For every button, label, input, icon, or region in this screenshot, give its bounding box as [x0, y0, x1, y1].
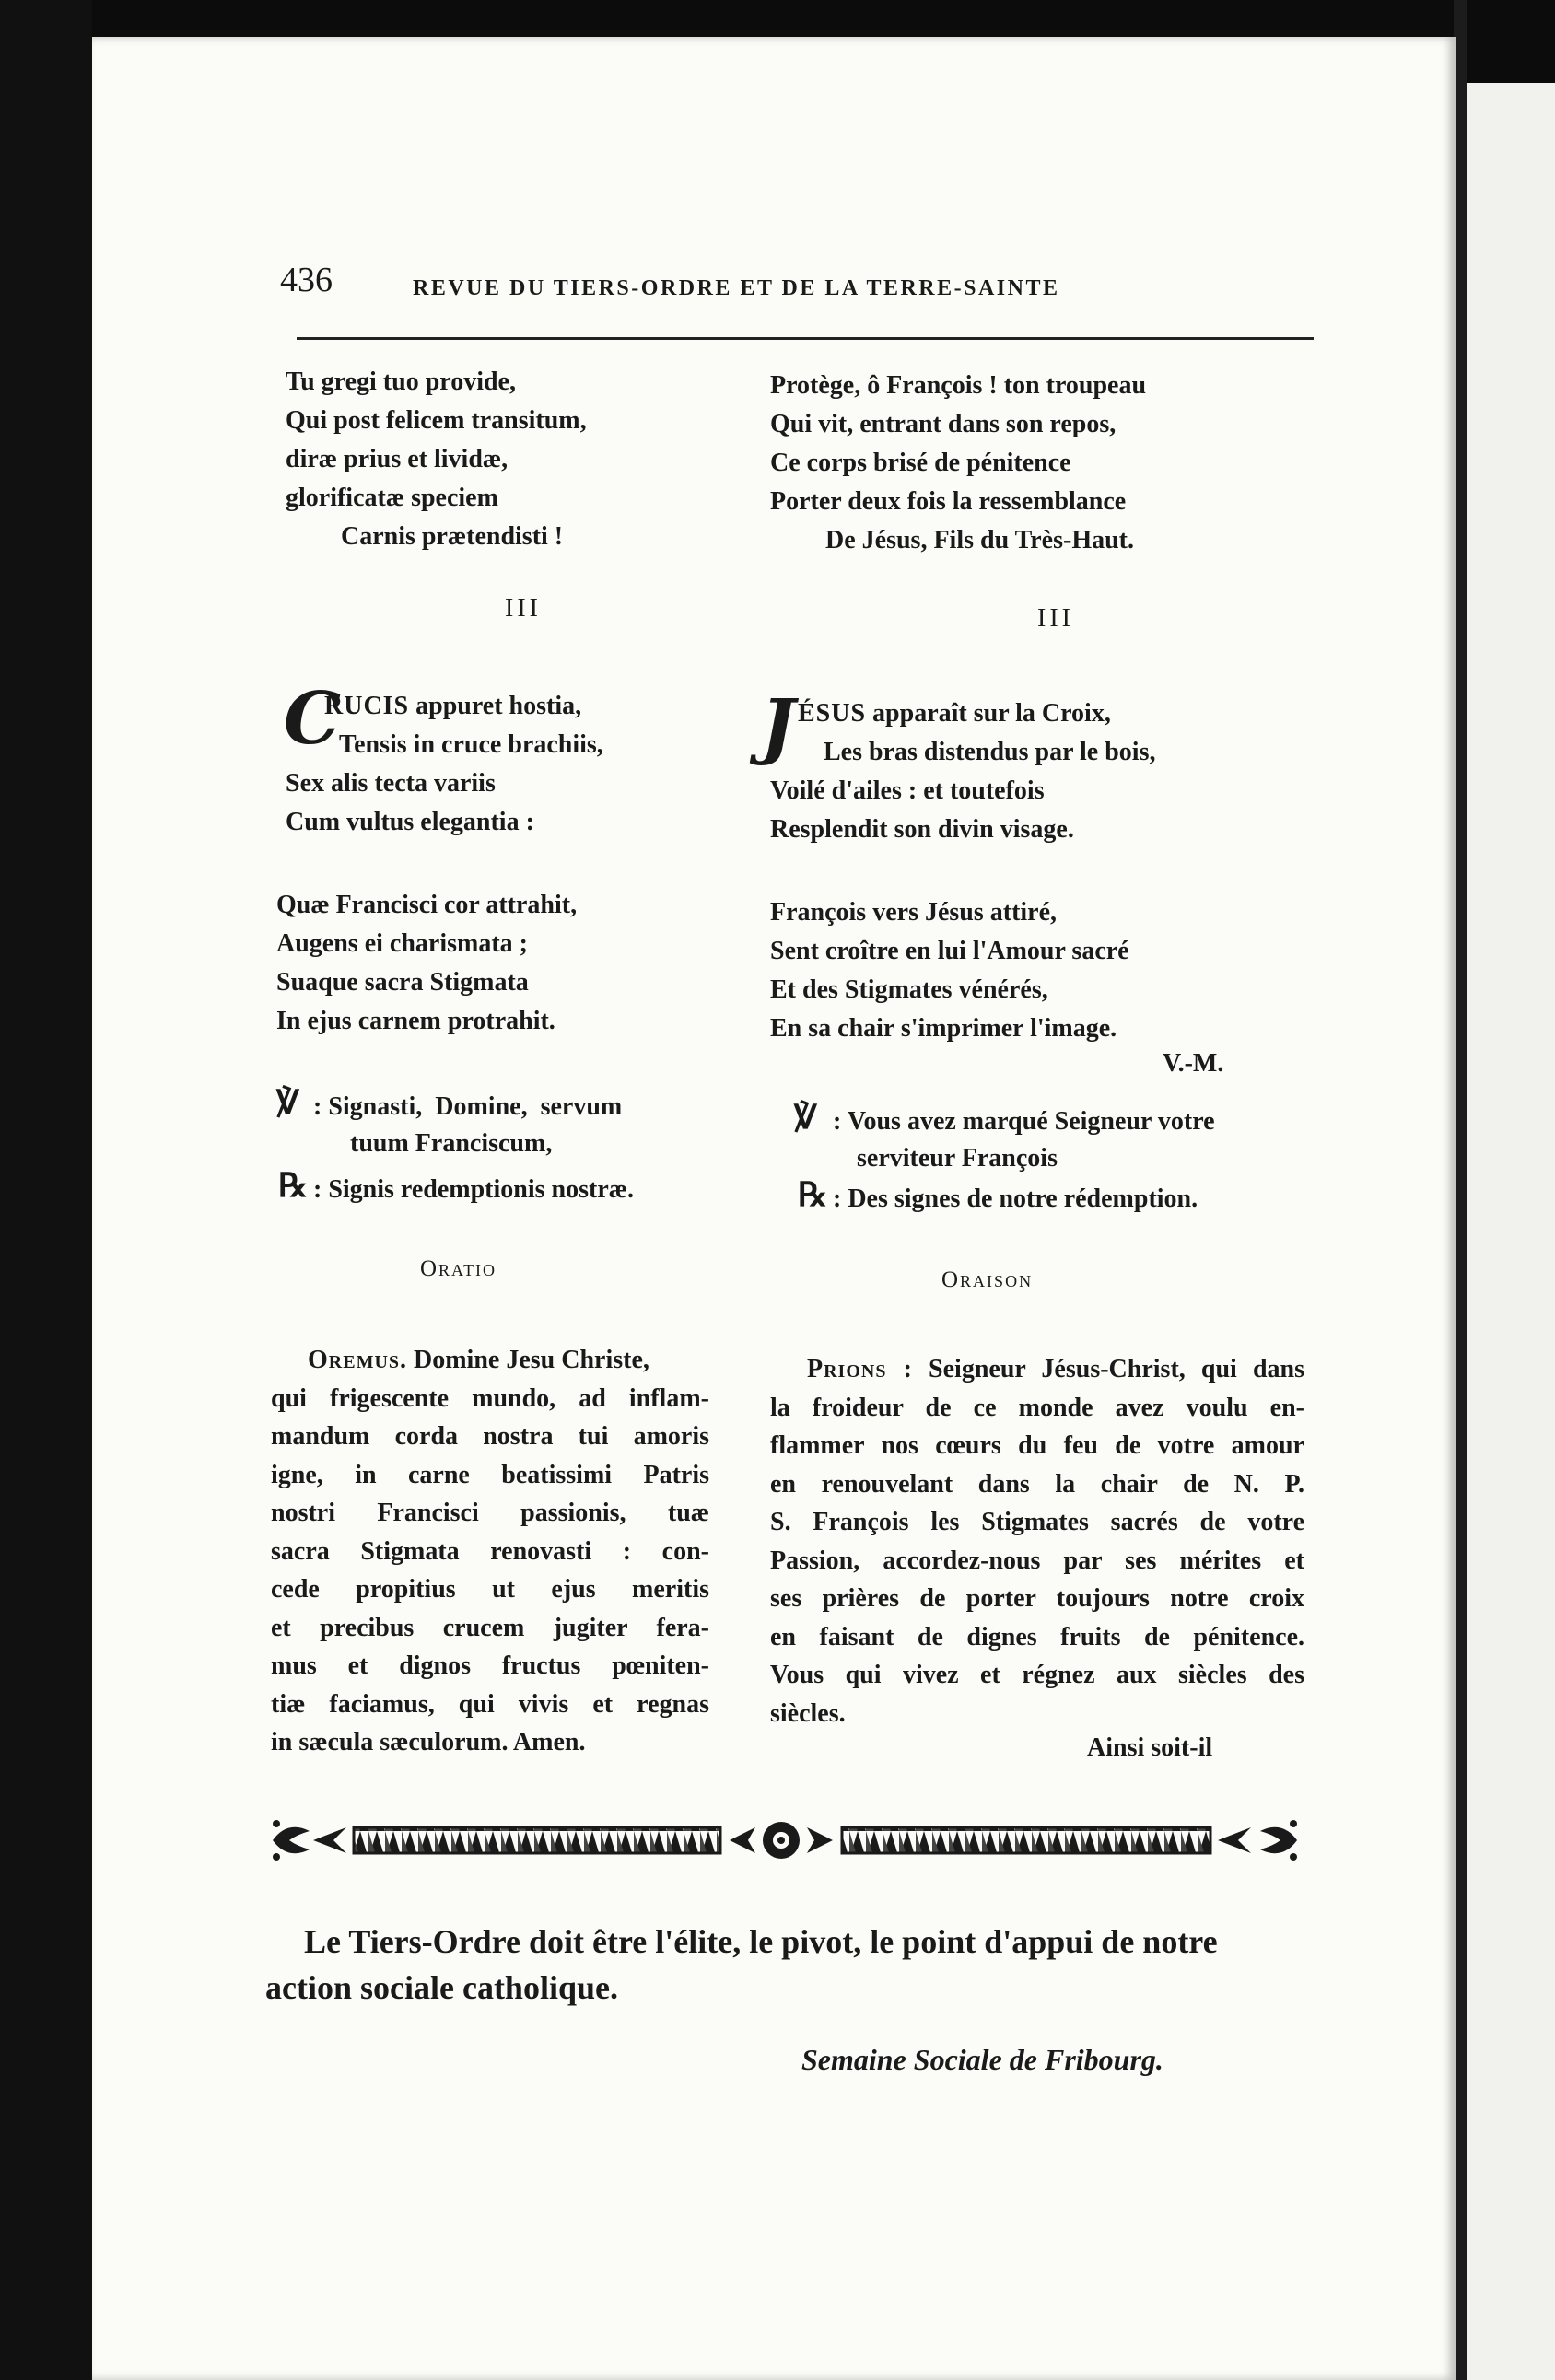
prayer-line: Vous qui vivez et régnez aux siècles des [770, 1661, 1304, 1689]
response-line: Des signes de notre rédemption. [848, 1184, 1198, 1213]
latin-stanza-a [286, 726, 603, 842]
prayer-line: igne, in carne beatissimi Patris [271, 1460, 709, 1489]
french-response-symbol: ℞ [798, 1176, 828, 1213]
french-response: : Des signes de notre rédemption. [833, 1184, 1198, 1213]
prayer-line: flammer nos cœurs du feu de votre amour [770, 1431, 1304, 1460]
french-section-numeral: III [1037, 604, 1074, 633]
prayer-lead: Prions : [807, 1355, 913, 1383]
prayer-line: siècles. [770, 1698, 846, 1728]
french-prayer-amen: Ainsi soit-il [1087, 1733, 1213, 1762]
verse-line-tail: apparaît sur la Croix, [866, 699, 1111, 728]
verse-line: Porter deux fois la ressemblance [770, 487, 1127, 516]
verse-line: Quæ Francisci cor attrahit, [276, 891, 578, 919]
french-stanza-a-first [798, 694, 1111, 733]
prayer-line: S. François les Stigmates sacrés de votre [770, 1508, 1304, 1536]
french-versicle: : Vous avez marqué Seigneur votre serviteur François [833, 1103, 1312, 1177]
fleuron-right-icon [1218, 1820, 1297, 1861]
latin-stanza-b [276, 886, 577, 1041]
verse-line: De Jésus, Fils du Très-Haut. [825, 526, 1134, 554]
prayer-line: mus et dignos fructus pœniten- [271, 1651, 709, 1680]
fleuron-center-icon [730, 1822, 833, 1859]
running-title: REVUE DU TIERS-ORDRE ET DE LA TERRE-SAINTE [413, 276, 1060, 300]
prayer-line: en renouvelant dans la chair de N. P. [770, 1469, 1304, 1499]
verse-line: Suaque sacra Stigmata [276, 968, 529, 997]
prayer-line: tiæ faciamus, qui vivis et regnas [271, 1689, 709, 1719]
ornamental-divider [269, 1803, 1301, 1877]
latin-response-symbol: ℞ [278, 1167, 309, 1204]
verse-line: Cum vultus elegantia : [286, 808, 534, 836]
drop-cap-continuation: ÉSUS [798, 699, 867, 728]
prayer-line: sacra Stigmata renovasti : con- [271, 1536, 709, 1566]
closing-quote-line-1: Le Tiers-Ordre doit être l'élite, le pivot, le point d'appui de notre [304, 1923, 1218, 1960]
book-gutter [1454, 0, 1467, 2380]
facing-page-edge [1467, 83, 1555, 2380]
latin-drop-cap: C [284, 677, 342, 761]
verse-line: Et des Stigmates vénérés, [770, 975, 1048, 1004]
prayer-line: nostri Francisci passionis, tuæ [271, 1499, 709, 1527]
verse-line: Ce corps brisé de pénitence [770, 449, 1071, 477]
fleuron-left-icon [273, 1820, 346, 1861]
verse-line: Les bras distendus par le bois, [824, 738, 1156, 766]
verse-line: In ejus carnem protrahit. [276, 1007, 555, 1035]
verse-line: Qui post felicem transitum, [286, 406, 587, 435]
verse-line: diræ prius et lividæ, [286, 445, 509, 473]
prayer-line: Seigneur Jésus-Christ, qui dans [912, 1355, 1304, 1383]
quote-attribution: Semaine Sociale de Fribourg. [801, 2043, 1163, 2076]
zigzag-band-right [842, 1827, 1210, 1853]
prayer-line: in sæcula sæculorum. Amen. [271, 1728, 586, 1756]
verse-line: Tensis in cruce brachiis, [339, 730, 603, 759]
page-number: 436 [280, 261, 333, 299]
french-drop-cap: J [761, 684, 795, 768]
author-initials: V.-M. [1163, 1049, 1224, 1078]
french-prayer-title: Oraison [941, 1267, 1034, 1292]
verse-line-tail: appuret hostia, [409, 692, 582, 720]
drop-cap-continuation: RUCIS [324, 692, 410, 720]
french-stanza-a [770, 733, 1155, 849]
french-prayer [770, 1350, 1304, 1732]
versicle-line: serviteur François [857, 1144, 1058, 1172]
prayer-line: la froideur de ce monde avez voulu en- [770, 1393, 1304, 1422]
scan-left-border [0, 0, 92, 2380]
french-versicle-symbol: ℣ [794, 1099, 817, 1136]
prayer-line: Passion, accordez-nous par ses mérites et [770, 1546, 1304, 1575]
latin-versicle: : Signasti, Domine, servum tuum Franciscum, [313, 1089, 709, 1162]
prayer-line: ses prières de porter toujours notre croix [770, 1584, 1304, 1613]
prayer-line: et precibus crucem jugiter fera- [271, 1613, 709, 1642]
latin-prayer [271, 1341, 709, 1762]
french-stanza-top [770, 367, 1146, 560]
response-line: Signis redemptionis nostræ. [328, 1175, 634, 1204]
prayer-line: Domine Jesu Christe, [407, 1346, 649, 1374]
prayer-line: en faisant de dignes fruits de pénitence. [770, 1622, 1304, 1651]
header-rule [297, 337, 1314, 340]
verse-line: glorificatæ speciem [286, 484, 498, 512]
latin-prayer-title: Oratio [420, 1256, 497, 1281]
verse-line [798, 694, 1111, 733]
latin-response: : Signis redemptionis nostræ. [313, 1175, 634, 1204]
latin-stanza-a-first [324, 687, 581, 726]
prayer-line: qui frigescente mundo, ad inflam- [271, 1383, 709, 1413]
verse-line [324, 687, 581, 726]
latin-versicle-symbol: ℣ [276, 1084, 299, 1121]
verse-line: En sa chair s'imprimer l'image. [770, 1014, 1117, 1043]
verse-line: Augens ei charismata ; [276, 929, 528, 958]
verse-line: Carnis prætendisti ! [341, 522, 564, 551]
closing-quote-line-2: action sociale catholique. [265, 1969, 618, 2006]
verse-line: Qui vit, entrant dans son repos, [770, 410, 1117, 438]
prayer-line: cede propitius ut ejus meritis [271, 1575, 709, 1604]
verse-line: Resplendit son divin visage. [770, 815, 1074, 844]
prayer-line: mandum corda nostra tui amoris [271, 1422, 709, 1451]
verse-line: Voilé d'ailes : et toutefois [770, 776, 1045, 805]
verse-line: François vers Jésus attiré, [770, 898, 1058, 927]
latin-stanza-top [286, 363, 587, 556]
versicle-line: Vous avez marqué Seigneur votre [847, 1107, 1215, 1136]
versicle-line: Signasti, Domine, servum [328, 1092, 623, 1121]
french-stanza-b [770, 893, 1129, 1048]
verse-line: Tu gregi tuo provide, [286, 368, 516, 396]
prayer-lead: Oremus. [308, 1346, 408, 1374]
verse-line: Sex alis tecta variis [286, 769, 496, 798]
verse-line: Protège, ô François ! ton troupeau [770, 371, 1147, 400]
verse-line: Sent croître en lui l'Amour sacré [770, 937, 1129, 965]
latin-section-numeral: III [505, 594, 542, 623]
zigzag-band-left [354, 1827, 720, 1853]
versicle-line: tuum Franciscum, [350, 1129, 553, 1158]
